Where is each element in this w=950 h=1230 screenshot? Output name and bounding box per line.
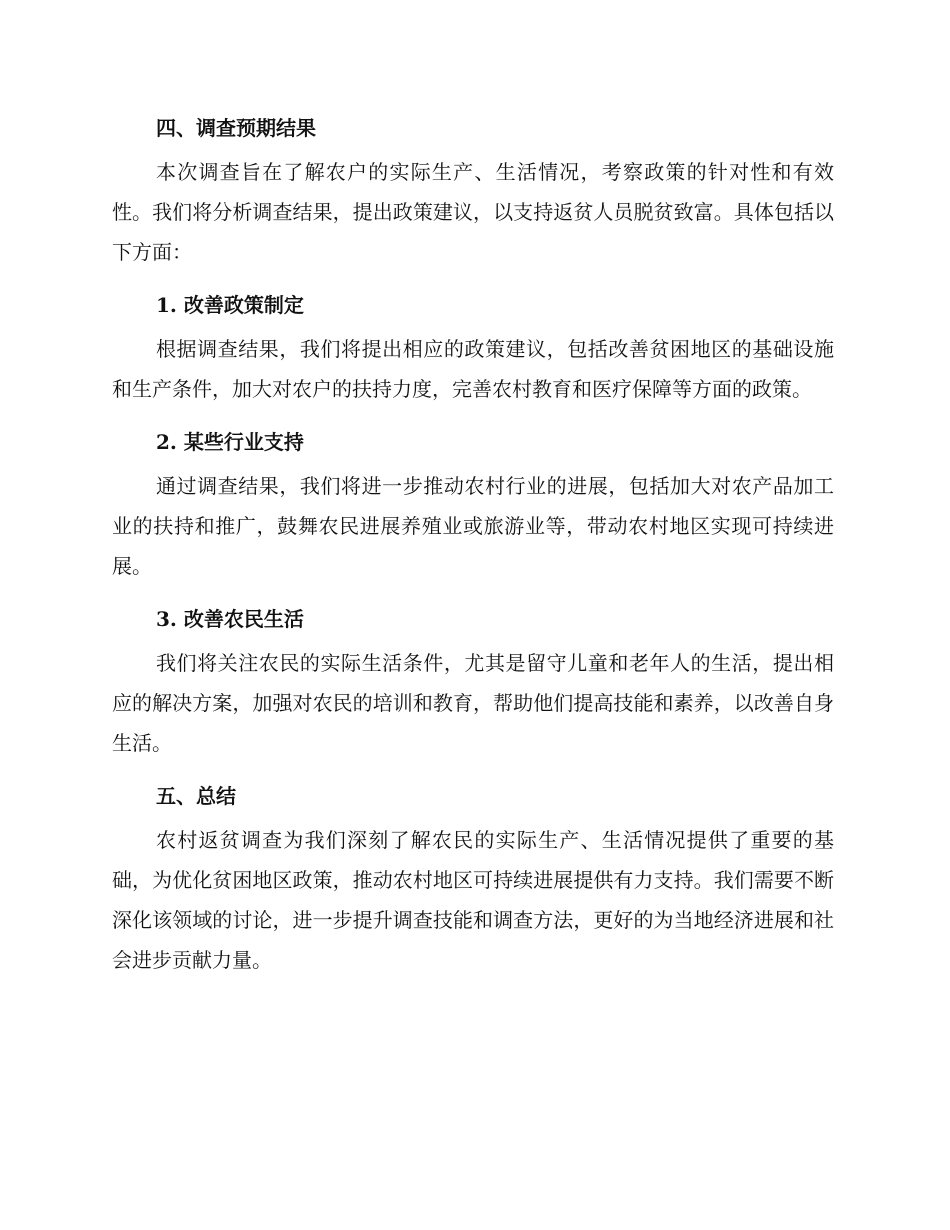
section-heading-industry: 2. 某些行业支持	[156, 430, 304, 454]
document-page	[112, 110, 834, 995]
section-paragraph-expected-results: 本次调查旨在了解农户的实际生产、生活情况，考察政策的针对性和有效性。我们将分析调查结果，提出政策建议，以支持返贫人员脱贫致富。具体包括以下方面：	[112, 160, 834, 264]
section-heading-summary: 五、总结	[156, 784, 236, 808]
section-paragraph-industry: 通过调查结果，我们将进一步推动农村行业的进展，包括加大对农产品加工业的扶持和推广，鼓舞农民进展养殖业或旅游业等，带动农村地区实现可持续进展。	[112, 474, 834, 578]
section-heading-policy: 1. 改善政策制定	[156, 293, 304, 317]
section-heading-farmer-life: 3. 改善农民生活	[156, 607, 304, 631]
section-paragraph-policy: 根据调查结果，我们将提出相应的政策建议，包括改善贫困地区的基础设施和生产条件，加大对农户的扶持力度，完善农村教育和医疗保障等方面的政策。	[112, 337, 834, 401]
section-heading-expected-results: 四、调查预期结果	[156, 116, 316, 140]
section-paragraph-summary: 农村返贫调查为我们深刻了解农民的实际生产、生活情况提供了重要的基础，为优化贫困地区政策，推动农村地区可持续进展提供有力支持。我们需要不断深化该领域的讨论，进一步提升调查技能和调查方法，更好的为当地经济进展和社会进步贡献力量。	[112, 828, 834, 972]
section-paragraph-farmer-life: 我们将关注农民的实际生活条件，尤其是留守儿童和老年人的生活，提出相应的解决方案，加强对农民的培训和教育，帮助他们提高技能和素养，以改善自身生活。	[112, 651, 834, 755]
